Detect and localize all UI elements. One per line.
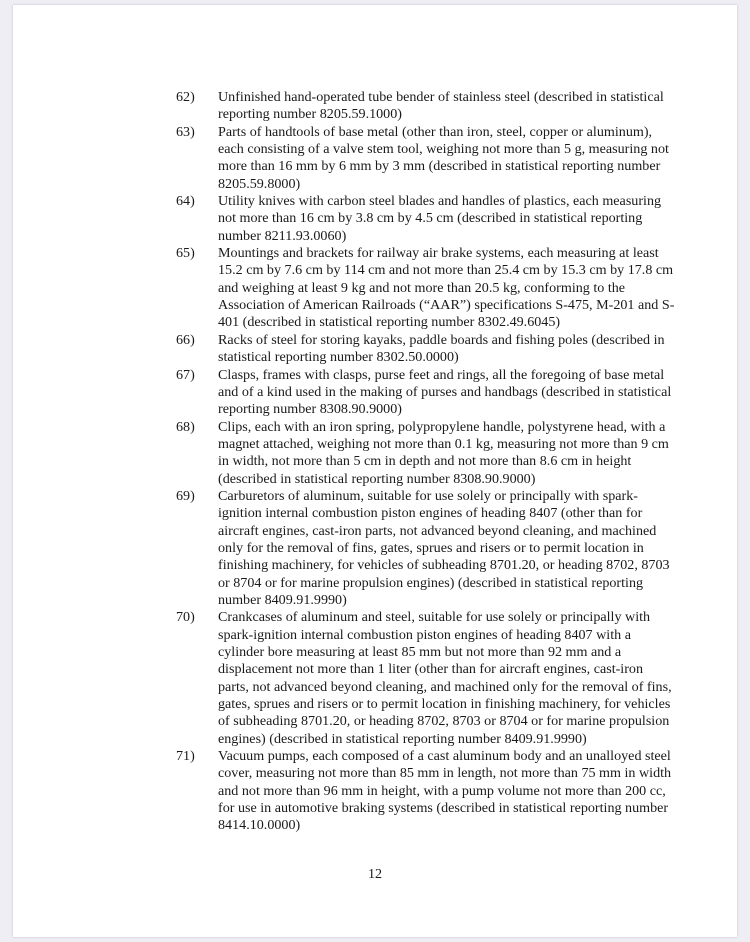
list-item-69 — [163, 488, 675, 609]
item-text: Crankcases of aluminum and steel, suitable for use solely or principally with spark-ignition internal combustion piston engines of heading 8407 with a cylinder bore measuring at least 85 mm but not more than 92 mm and a displacement not more than 1 liter (other than for aircraft engines, cast-iron parts, not advanced beyond cleaning, and machined only for the removal of fins, gates, sprues and risers or to permit location in finishing machinery, for vehicles of subheading 8701.20, or heading 8702, 8703 or 8704 or for marine propulsion engines) (described in statistical reporting number 8409.91.9990) — [218, 609, 672, 747]
list-item-65 — [163, 245, 675, 332]
item-number: 66) — [176, 331, 195, 348]
list-item-70 — [163, 609, 675, 748]
item-text: Clips, each with an iron spring, polypropylene handle, polystyrene head, with a magnet attached, weighing not more than 0.1 kg, measuring not more than 9 cm in width, not more than 5 cm in depth and not more than 8.6 cm in height (described in statistical reporting number 8308.90.9000) — [218, 418, 669, 487]
item-number: 68) — [176, 418, 195, 435]
list-item-63 — [163, 124, 675, 193]
item-number: 67) — [176, 366, 195, 383]
list-item-71 — [163, 748, 675, 835]
item-text: Mountings and brackets for railway air brake systems, each measuring at least 15.2 cm by 7.6 cm by 114 cm and not more than 25.4 cm by 15.3 cm by 17.8 cm and weighing at least 9 kg and not more than 20.5 kg, conforming to the Association of American Railroads (“AAR”) specifications S-475, M-201 and S-401 (described in statistical reporting number 8302.49.6045) — [218, 245, 675, 331]
exclusion-list — [163, 89, 675, 835]
item-text: Parts of handtools of base metal (other than iron, steel, copper or aluminum), each consisting of a valve stem tool, weighing not more than 5 g, measuring not more than 16 mm by 6 mm by 3 mm (described in statistical reporting number 8205.59.8000) — [218, 123, 669, 192]
item-text: Racks of steel for storing kayaks, paddle boards and fishing poles (described in statistical reporting number 8302.50.0000) — [218, 331, 665, 366]
item-number: 71) — [176, 748, 195, 765]
list-item-67 — [163, 367, 675, 419]
item-number: 64) — [176, 193, 195, 210]
list-item-68 — [163, 419, 675, 488]
item-text: Carburetors of aluminum, suitable for use solely or principally with spark-ignition internal combustion piston engines of heading 8407 (other than for aircraft engines, cast-iron parts, not advanced beyond cleaning, and machined only for the removal of fins, gates, sprues and risers or to permit location in finishing machinery, for vehicles of subheading 8701.20, or heading 8702, 8703 or 8704 or for marine propulsion engines) (described in statistical reporting number 8409.91.9990) — [218, 487, 670, 608]
item-number: 62) — [176, 89, 195, 105]
item-text: Utility knives with carbon steel blades and handles of plastics, each measuring not more than 16 cm by 3.8 cm by 4.5 cm (described in statistical reporting number 8211.93.0060) — [218, 193, 662, 244]
item-text: Vacuum pumps, each composed of a cast aluminum body and an unalloyed steel cover, measuring not more than 85 mm in length, not more than 75 mm in width and not more than 96 mm in height, with a pump volume not more than 200 cc, for use in automotive braking systems (described in statistical reporting number 8414.10.0000) — [218, 748, 672, 834]
item-text: Unfinished hand-operated tube bender of stainless steel (described in statistical reporting number 8205.59.1000) — [218, 89, 664, 123]
page-number: 12 — [367, 866, 383, 882]
item-number: 69) — [176, 487, 195, 504]
item-text: Clasps, frames with clasps, purse feet and rings, all the foregoing of base metal and of a kind used in the making of purses and handbags (described in statistical reporting number 8308.90.9000) — [218, 366, 672, 418]
item-number: 70) — [176, 609, 195, 626]
document-page — [13, 5, 737, 937]
list-item-66 — [163, 332, 675, 367]
item-number: 65) — [176, 245, 195, 262]
list-item-62 — [163, 89, 675, 124]
list-item-64 — [163, 193, 675, 245]
item-number: 63) — [176, 123, 195, 140]
